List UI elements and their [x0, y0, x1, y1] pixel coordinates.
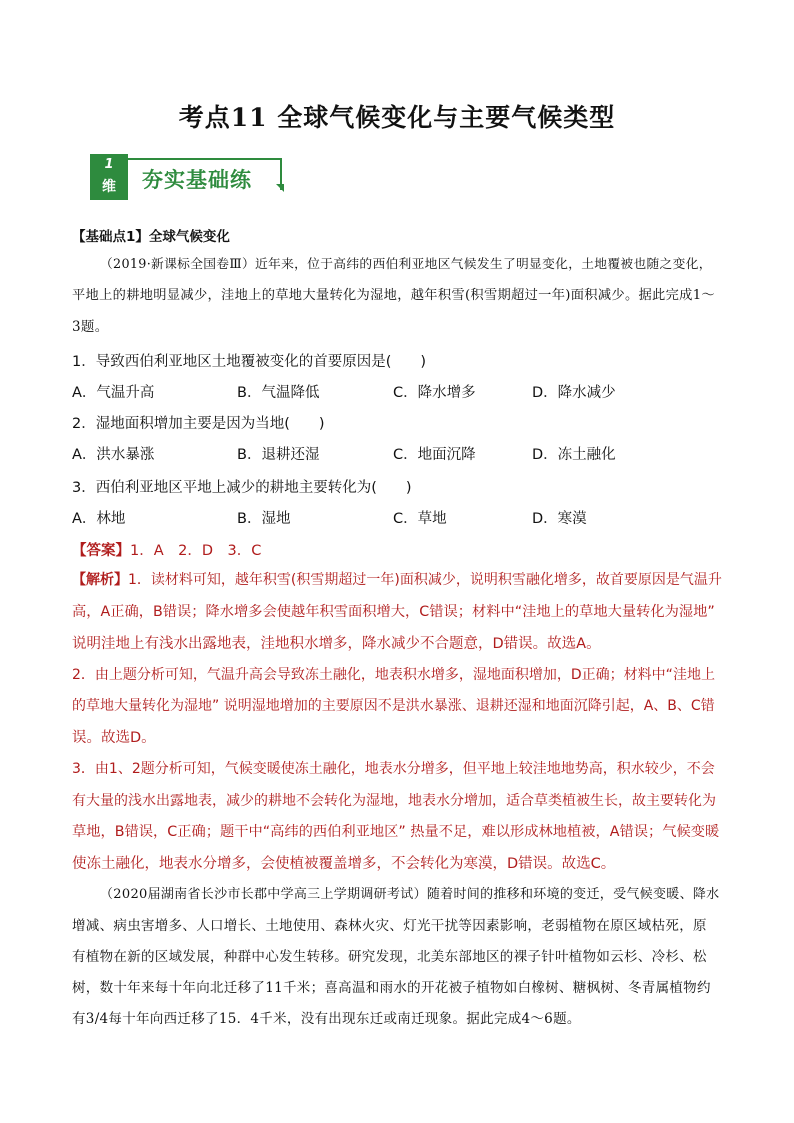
analysis-label: 【解析】 [72, 572, 128, 588]
analysis-line: 草地，B错误，C正确；题干中“高纬的西伯利亚地区” 热量不足，难以形成林地植被，A错误；气候变暖 [72, 824, 720, 840]
q1-option-b: B．气温降低 [237, 385, 320, 401]
question-1-stem: 1．导致西伯利亚地区土地覆被变化的首要原因是( ) [72, 354, 427, 370]
page-title: 考点11 全球气候变化与主要气候类型 [178, 103, 616, 132]
analysis-line: 使冻土融化，地表水分增多，会使植被覆盖增多，不会转化为寒漠，D错误。故选C。 [72, 856, 616, 872]
q2-option-c: C．地面沉降 [393, 447, 476, 463]
passage1-line: 3题。 [72, 319, 109, 335]
answer-text: 1．A 2．D 3．C [130, 543, 262, 559]
q3-option-b: B．湿地 [237, 511, 291, 527]
banner-ribbon [128, 158, 282, 190]
analysis-line: 2．由上题分析可知，气温升高会导致冻土融化，地表积水增多，湿地面积增加，D正确；材料中“洼地上 [72, 667, 715, 683]
analysis-line: 3．由1、2题分析可知，气候变暖使冻土融化，地表水分增多，但平地上较洼地地势高，积水较少，不会 [72, 761, 715, 777]
analysis-line: 高，A正确，B错误；降水增多会使越年积雪面积增大，C错误；材料中“洼地上的草地大量转化为湿地” [72, 604, 715, 620]
banner-badge [90, 154, 128, 200]
section-banner [90, 154, 290, 200]
analysis-line: 说明洼地上有浅水出露地表，洼地积水增多，降水减少不合题意，D错误。故选A。 [72, 636, 601, 652]
q3-option-d: D．寒漠 [532, 511, 587, 527]
q2-option-a: A．洪水暴涨 [72, 447, 155, 463]
passage2-line: 有3/4每十年向西迁移了15．4千米，没有出现东迁或南迁现象。据此完成4～6题。 [72, 1011, 581, 1027]
answer-label: 【答案】 [72, 543, 130, 559]
passage1-line: （2019·新课标全国卷Ⅲ）近年来，位于高纬的西伯利亚地区气候发生了明显变化，土地覆被也随之变化， [100, 257, 712, 272]
passage2-line: 增减、病虫害增多、人口增长、土地使用、森林火灾、灯光干扰等因素影响，老弱植物在原区域枯死，原 [72, 918, 707, 934]
analysis-line: 的草地大量转化为湿地” 说明湿地增加的主要原因不是洪水暴涨、退耕还湿和地面沉降引起，A、B、C错 [72, 698, 715, 714]
analysis-text: 1．读材料可知，越年积雪(积雪期超过一年)面积减少，说明积雪融化增多，故首要原因是气温升 [128, 572, 722, 588]
q2-option-d: D．冻土融化 [532, 447, 616, 463]
passage1-line: 平地上的耕地明显减少，洼地上的草地大量转化为湿地，越年积雪(积雪期超过一年)面积减少。据此完成1～ [72, 288, 715, 303]
q1-option-d: D．降水减少 [532, 385, 616, 401]
banner-wei: 维 [102, 179, 116, 195]
question-2-stem: 2．湿地面积增加主要是因为当地( ) [72, 416, 325, 432]
passage2-line: （2020届湖南省长沙市长郡中学高三上学期调研考试）随着时间的推移和环境的变迁，受气候变暖、降水 [100, 887, 720, 902]
answer-line [72, 539, 261, 560]
q1-option-c: C．降水增多 [393, 385, 476, 401]
analysis-line [72, 569, 722, 589]
banner-number: 1 [104, 157, 114, 172]
question-3-stem: 3．西伯利亚地区平地上减少的耕地主要转化为( ) [72, 480, 412, 496]
q1-option-a: A．气温升高 [72, 385, 155, 401]
q3-option-c: C．草地 [393, 511, 447, 527]
analysis-line: 误。故选D。 [72, 730, 156, 746]
q3-option-a: A．林地 [72, 511, 126, 527]
section-heading: 【基础点1】全球气候变化 [72, 229, 230, 245]
passage2-line: 树，数十年来每十年向北迁移了11千米；喜高温和雨水的开花被子植物如白橡树、糖枫树、冬青属植物约 [72, 980, 711, 996]
analysis-line: 有大量的浅水出露地表，减少的耕地不会转化为湿地，地表水分增加，适合草类植被生长，故主要转化为 [72, 793, 716, 809]
banner-corner [276, 184, 284, 192]
passage2-line: 有植物在新的区域发展，种群中心发生转移。研究发现，北美东部地区的裸子针叶植物如云杉、冷杉、松 [72, 949, 707, 965]
banner-text: 夯实基础练 [142, 168, 252, 192]
q2-option-b: B．退耕还湿 [237, 447, 320, 463]
